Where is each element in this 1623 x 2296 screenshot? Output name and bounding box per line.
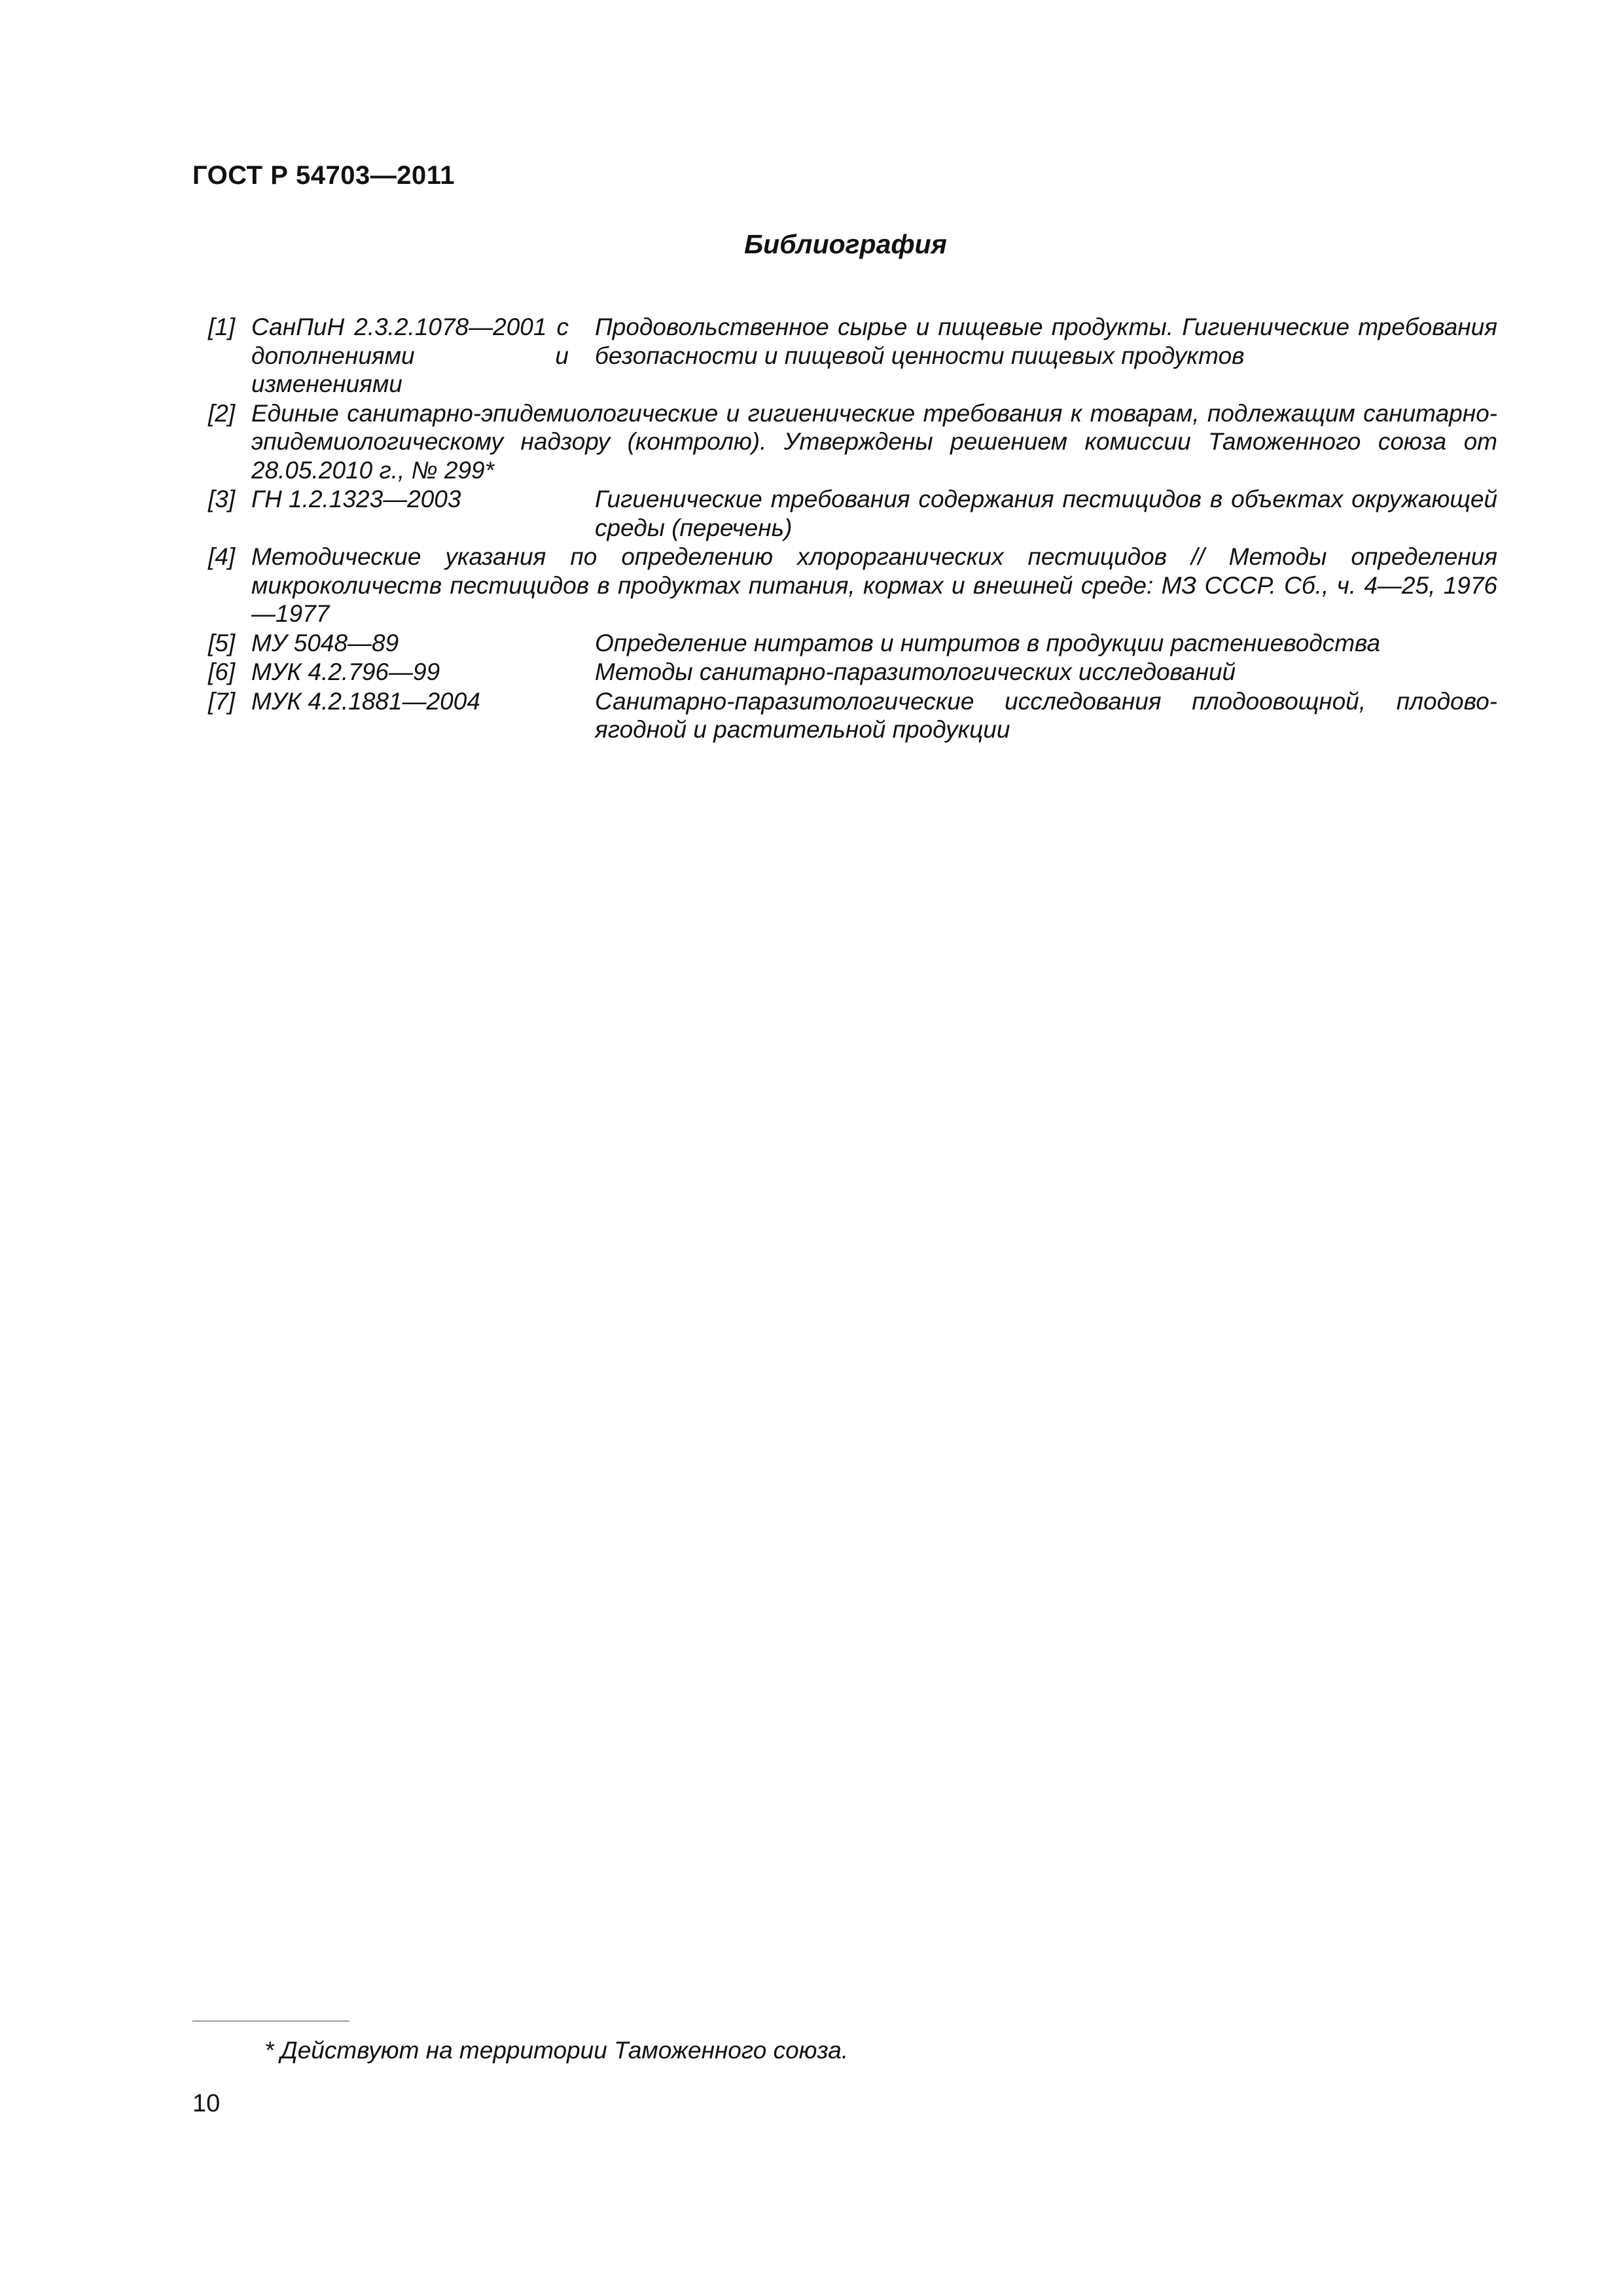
entry-title: Определение нитратов и нитритов в продукции растениеводства [595,629,1381,656]
entry-title: Санитарно-паразитологические исследования плодоовощной, плодово-ягодной и растительной продукции [595,687,1497,743]
entry-text: Методические указания по определению хлорорганических пестицидов // Методы определения микроколичеств пестицидов в продуктах питания, кормах и внешней среде: МЗ СССР. Сб., ч. 4—25, 1976—1977 [251,543,1497,627]
entry-code: МУ 5048—89 [251,629,399,656]
entry-number: [1] [208,314,236,340]
entry-number: [5] [208,629,236,656]
entry-code: СанПиН 2.3.2.1078—2001 с дополнениями и изменениями [251,314,569,397]
bibliography-entry-4 [208,543,1497,628]
bibliography-entry-1 [208,313,1497,399]
entry-title: Методы санитарно-паразитологических исследований [595,658,1236,685]
entry-title: Продовольственное сырье и пищевые продукты. Гигиенические требования безопасности и пищевой ценности пищевых продуктов [595,314,1497,369]
footnote: * Действуют на территории Таможенного союза. [264,2037,849,2064]
entry-code: МУК 4.2.1881—2004 [251,687,480,715]
standard-code: ГОСТ Р 54703—2011 [192,161,455,190]
bibliography-entry-7 [208,687,1497,744]
footnote-divider [192,2020,349,2022]
bibliography-entry-5 [208,629,1497,658]
entry-number: [3] [208,486,236,512]
entry-text: Единые санитарно-эпидемиологические и гигиенические требования к товарам, подлежащим санитарно-эпидемиологическому надзору (контролю). Утверждены решением комиссии Таможенного союза от 28.05.2010 г., № 299* [251,399,1497,484]
entry-number: [7] [208,687,236,715]
entry-code: ГН 1.2.1323—2003 [251,486,461,512]
bibliography-entry-3 [208,485,1497,542]
entry-number: [4] [208,543,236,570]
entry-number: [2] [208,399,236,427]
page-number: 10 [192,2090,221,2117]
bibliography-entry-2 [208,399,1497,485]
entry-title: Гигиенические требования содержания пестицидов в объектах окружающей среды (перечень) [595,486,1497,541]
entry-code: МУК 4.2.796—99 [251,658,440,685]
entry-number: [6] [208,658,236,685]
section-title: Библиография [744,229,947,259]
bibliography-list [208,313,1497,745]
bibliography-entry-6 [208,658,1497,687]
